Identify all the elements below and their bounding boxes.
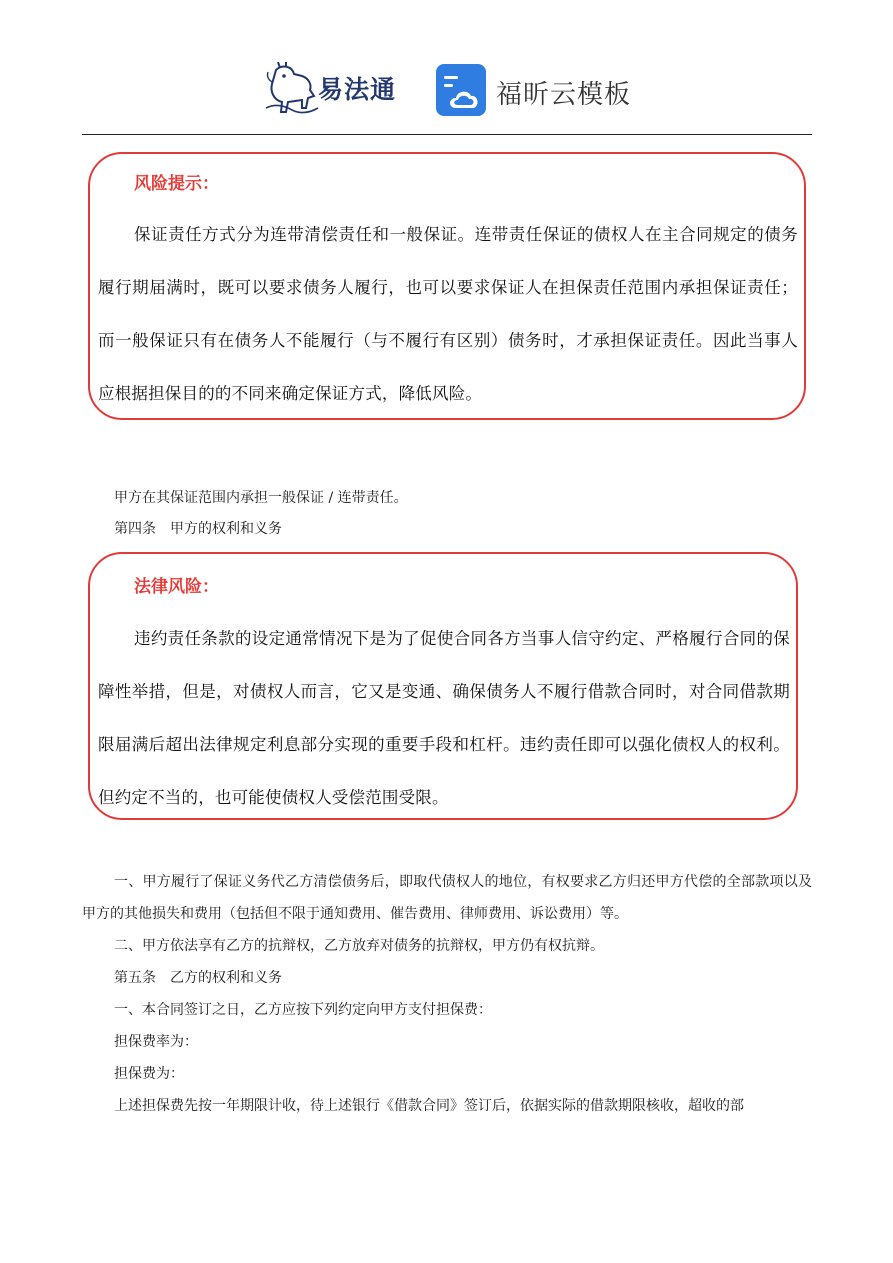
- yifatong-logo: [262, 62, 412, 118]
- article-five-clause-one: 一、本合同签订之日，乙方应按下列约定向甲方支付担保费：: [114, 1002, 492, 1018]
- guarantee-scope-paragraph: 甲方在其保证范围内承担一般保证 / 连带责任。: [114, 490, 408, 506]
- article-four-clause-two: 二、甲方依法享有乙方的抗辩权，乙方放弃对债务的抗辩权，甲方仍有权抗辩。: [114, 938, 604, 954]
- fee-collection-paragraph: 上述担保费先按一年期限计收，待上述银行《借款合同》签订后，依据实际的借款期限核收，超收的部: [114, 1098, 744, 1114]
- legal-risk-title: 法律风险：: [134, 577, 219, 597]
- page-header: [0, 0, 893, 136]
- qilin-mascot-icon: [262, 62, 322, 118]
- article-four-heading: 第四条 甲方的权利和义务: [114, 521, 282, 537]
- risk-tip-body: 保证责任方式分为连带清偿责任和一般保证。连带责任保证的债权人在主合同规定的债务履行期届满时，既可以要求债务人履行，也可以要求保证人在担保责任范围内承担保证责任；而一般保证只有在债务人不能履行（与不履行有区别）债务时，才承担保证责任。因此当事人应根据担保目的的不同来确定保证方式，降低风险。: [98, 225, 798, 403]
- risk-tip-box: [88, 152, 806, 420]
- header-divider: [82, 134, 812, 135]
- guarantee-fee-line: 担保费为：: [114, 1066, 184, 1082]
- article-five-heading: 第五条 乙方的权利和义务: [114, 970, 282, 986]
- yifatong-logo-text: 易法通: [318, 75, 397, 104]
- article-four-clause-one: 一、甲方履行了保证义务代乙方清偿债务后，即取代债权人的地位，有权要求乙方归还甲方代偿的全部款项以及甲方的其他损失和费用（包括但不限于通知费用、催告费用、律师费用、诉讼费用）等。: [82, 874, 812, 922]
- risk-tip-title: 风险提示：: [134, 174, 219, 194]
- guarantee-fee-rate-line: 担保费率为：: [114, 1034, 198, 1050]
- foxit-template-logo-text: 福昕云模板: [496, 80, 632, 110]
- legal-risk-box: [88, 552, 798, 820]
- foxit-template-logo: [436, 64, 636, 120]
- cloud-document-icon: [436, 64, 488, 116]
- legal-risk-body: 违约责任条款的设定通常情况下是为了促使合同各方当事人信守约定、严格履行合同的保障性举措，但是，对债权人而言，它又是变通、确保债务人不履行借款合同时，对合同借款期限届满后超出法律规定利息部分实现的重要手段和杠杆。违约责任即可以强化债权人的权利。但约定不当的，也可能使债权人受偿范围受限。: [98, 629, 790, 807]
